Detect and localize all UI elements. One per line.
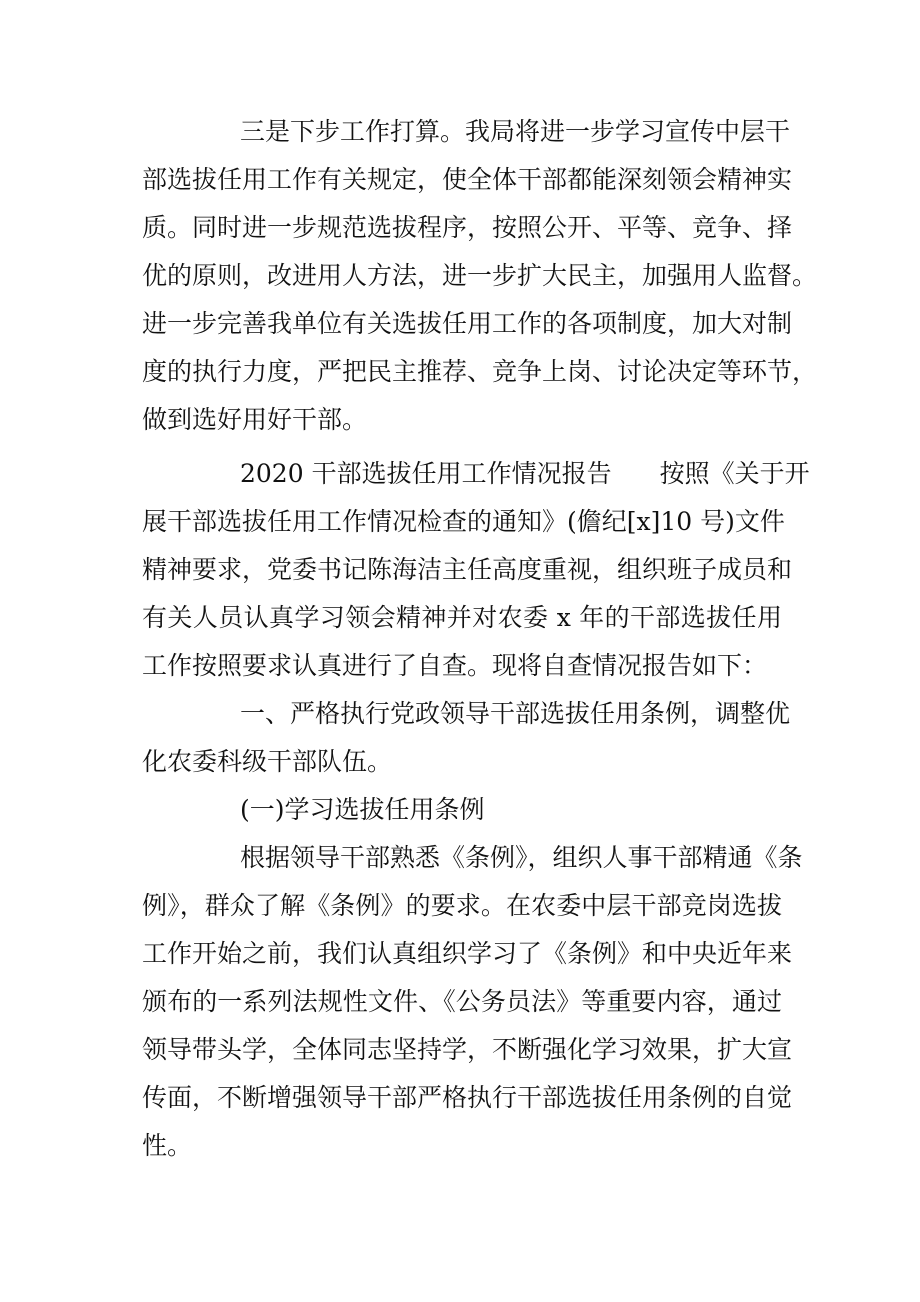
report-title: 2020 干部选拔任用工作情况报告 — [240, 459, 612, 488]
section-heading-continued: 化农委科级干部队伍。 — [142, 747, 393, 776]
text-line: 质。同时进一步规范选拔程序，按照公开、平等、竞争、择 — [142, 213, 793, 242]
text-line: 部选拔任用工作有关规定，使全体干部都能深刻领会精神实 — [142, 165, 793, 194]
text-line: 度的执行力度，严把民主推荐、竞争上岗、讨论决定等环节， — [142, 357, 818, 386]
text-line: 性。 — [142, 1131, 193, 1160]
text-line: 展干部选拔任用工作情况检查的通知》(儋纪[x]10 号)文件 — [142, 507, 785, 536]
text-fragment: 按照《关于开 — [659, 459, 810, 488]
text-line: 工作开始之前，我们认真组织学习了《条例》和中央近年来 — [142, 939, 793, 968]
text-line: 优的原则，改进用人方法，进一步扩大民主，加强用人监督。 — [142, 261, 818, 290]
text-line: 根据领导干部熟悉《条例》，组织人事干部精通《条 — [240, 843, 803, 872]
subsection-heading: (一)学习选拔任用条例 — [240, 795, 485, 824]
text-line — [240, 454, 810, 494]
text-line: 精神要求，党委书记陈海洁主任高度重视，组织班子成员和 — [142, 555, 793, 584]
text-line: 做到选好用好干部。 — [142, 405, 368, 434]
section-heading: 一、严格执行党政领导干部选拔任用条例，调整优 — [240, 699, 791, 728]
text-line: 传面，不断增强领导干部严格执行干部选拔任用条例的自觉 — [142, 1083, 793, 1112]
text-line: 例》，群众了解《条例》的要求。在农委中层干部竞岗选拔 — [142, 891, 782, 920]
text-line: 颁布的一系列法规性文件、《公务员法》等重要内容，通过 — [142, 987, 782, 1016]
text-line: 进一步完善我单位有关选拔任用工作的各项制度，加大对制 — [142, 309, 793, 338]
text-line: 有关人员认真学习领会精神并对农委 x 年的干部选拔任用 — [142, 603, 782, 632]
text-line: 三是下步工作打算。我局将进一步学习宣传中层干 — [240, 117, 791, 146]
text-line: 工作按照要求认真进行了自查。现将自查情况报告如下： — [142, 651, 768, 680]
text-line: 领导带头学，全体同志坚持学，不断强化学习效果，扩大宣 — [142, 1035, 793, 1064]
